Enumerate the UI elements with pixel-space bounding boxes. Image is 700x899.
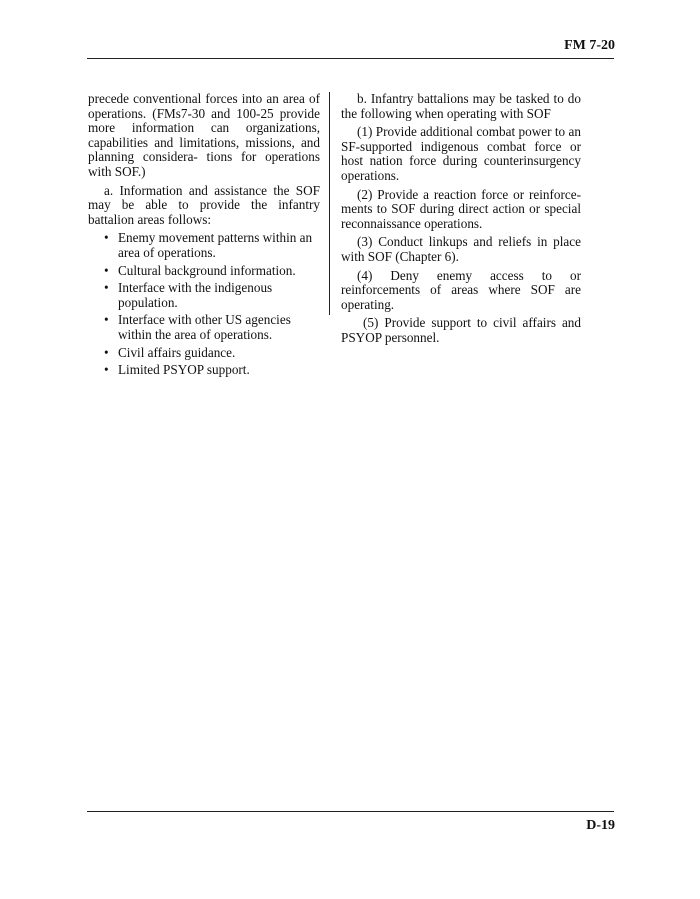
right-column [341, 92, 581, 350]
list-item-text: Interface with the indigenous population. [118, 280, 273, 310]
header-rule [87, 58, 614, 59]
bullet-icon: • [104, 230, 109, 246]
bullet-icon: • [104, 312, 109, 328]
bullet-icon: • [104, 362, 109, 378]
list-item-text: Enemy movement patterns within an area of operations. [118, 230, 313, 260]
bullet-icon: • [104, 280, 109, 296]
item-5: (5) Provide support to civil affairs and PSYOP personnel. [341, 315, 581, 345]
item-1: (1) Provide additional combat power to an SF-supported indigenous combat force or host nation force during counterinsurgency operations. [341, 124, 581, 183]
item-2: (2) Provide a reaction force or reinforce- ments to SOF during direct action or special reconnaissance operations. [341, 186, 581, 231]
list-item [88, 313, 320, 342]
intro-paragraph: precede conventional forces into an area of operations. (FMs7-30 and 100-25 provide more information can organizations, capabilities and limitations, missions, and planning considera- tions for operations with SOF.) [88, 91, 320, 179]
document-id: FM 7-20 [564, 38, 615, 53]
bullet-icon: • [104, 344, 109, 360]
page-number: D-19 [586, 818, 615, 833]
item-3: (3) Conduct linkups and reliefs in place with SOF (Chapter 6). [341, 234, 581, 264]
column-divider [329, 92, 330, 315]
list-item-text: Civil affairs guidance. [118, 344, 236, 360]
list-item-text: Limited PSYOP support. [118, 362, 250, 378]
item-4: (4) Deny enemy access to or reinforcements of areas where SOF are operating. [341, 267, 581, 312]
left-column [88, 92, 320, 381]
sof-assistance-list [88, 231, 320, 377]
list-item-text: Interface with other US agencies within the area of operations. [118, 312, 291, 342]
paragraph-a: a. Information and assistance the SOF may be able to provide the infantry battalion areas follows: [88, 182, 320, 227]
list-item [88, 281, 320, 310]
list-item [88, 346, 320, 361]
footer-rule [87, 811, 614, 812]
paragraph-b: b. Infantry battalions may be tasked to do the following when operating with SOF [341, 91, 581, 121]
bullet-icon: • [104, 262, 109, 278]
list-item [88, 264, 320, 279]
list-item-text: Cultural background information. [118, 262, 296, 278]
list-item [88, 363, 320, 378]
list-item [88, 231, 320, 260]
